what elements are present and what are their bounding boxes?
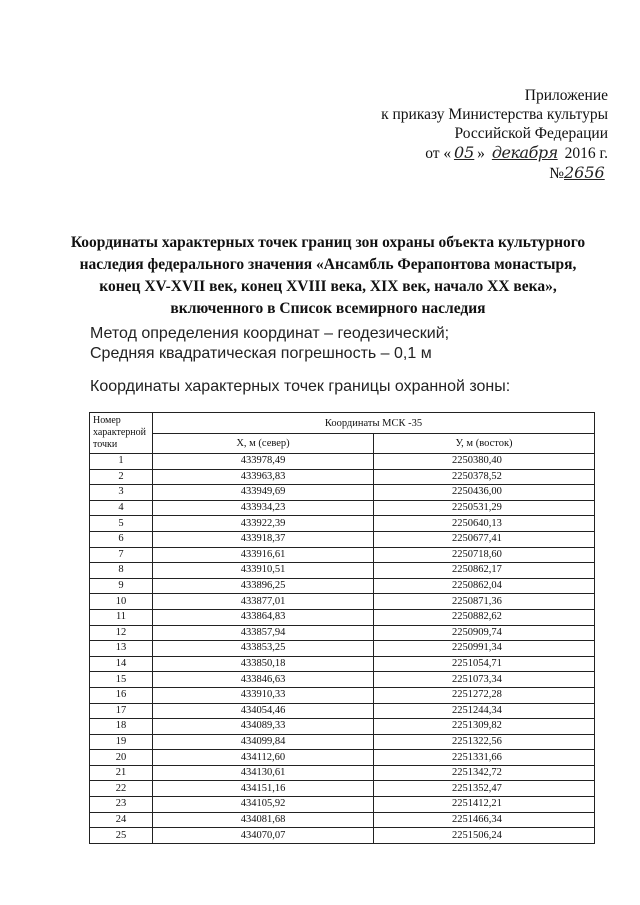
x-coordinate-cell: 433864,83: [153, 609, 374, 625]
table-row: [90, 828, 595, 844]
table-row: [90, 812, 595, 828]
y-coordinate-cell: 2250436,00: [374, 485, 595, 501]
document-title: Координаты характерных точек границ зон охраны объекта культурного наследия федерального значения «Ансамбль Ферапонтова монастыря, конец XV-XVII век, конец XVIII века, XIX век, начало XX века», включенного в Список всемирного наследия: [70, 234, 586, 317]
point-number-cell: 18: [90, 719, 153, 735]
number-handwritten: 2656: [564, 163, 605, 182]
point-number-cell: 10: [90, 594, 153, 610]
x-coordinate-cell: 434105,92: [153, 797, 374, 813]
y-coordinate-cell: 2251506,24: [374, 828, 595, 844]
table-row: [90, 703, 595, 719]
date-month-handwritten: декабря: [491, 143, 558, 162]
y-coordinate-cell: 2251054,71: [374, 656, 595, 672]
point-number-cell: 15: [90, 672, 153, 688]
x-coordinate-cell: 433978,49: [153, 454, 374, 470]
x-coordinate-cell: 434099,84: [153, 734, 374, 750]
y-coordinate-cell: 2250862,17: [374, 563, 595, 579]
table-row: [90, 687, 595, 703]
x-coordinate-cell: 434151,16: [153, 781, 374, 797]
appendix-label: Приложение: [524, 87, 608, 104]
table-row: [90, 578, 595, 594]
point-number-cell: 23: [90, 797, 153, 813]
y-coordinate-cell: 2250718,60: [374, 547, 595, 563]
point-number-cell: 2: [90, 469, 153, 485]
table-row: [90, 531, 595, 547]
y-coordinate-cell: 2251466,34: [374, 812, 595, 828]
x-coordinate-cell: 434054,46: [153, 703, 374, 719]
table-row: [90, 516, 595, 532]
y-coordinate-cell: 2250871,36: [374, 594, 595, 610]
y-coordinate-cell: 2251412,21: [374, 797, 595, 813]
ministry-name: Российской Федерации: [454, 125, 608, 142]
appendix-header: [308, 86, 608, 183]
date-prefix: от «: [425, 145, 452, 162]
table-row: [90, 672, 595, 688]
x-coordinate-cell: 434130,61: [153, 765, 374, 781]
header-x: X, м (север): [153, 434, 374, 454]
y-coordinate-cell: 2250882,62: [374, 609, 595, 625]
point-number-cell: 9: [90, 578, 153, 594]
y-coordinate-cell: 2250378,52: [374, 469, 595, 485]
error-line: Средняя квадратическая погрешность – 0,1 м: [90, 345, 432, 362]
y-coordinate-cell: 2250862,04: [374, 578, 595, 594]
y-coordinate-cell: 2250677,41: [374, 531, 595, 547]
table-row: [90, 750, 595, 766]
x-coordinate-cell: 433934,23: [153, 500, 374, 516]
x-coordinate-cell: 433857,94: [153, 625, 374, 641]
y-coordinate-cell: 2250640,13: [374, 516, 595, 532]
method-line: Метод определения координат – геодезический;: [90, 325, 450, 342]
point-number-cell: 22: [90, 781, 153, 797]
date-day-handwritten: 05: [453, 143, 475, 162]
point-number-cell: 3: [90, 485, 153, 501]
point-number-cell: 20: [90, 750, 153, 766]
point-number-cell: 25: [90, 828, 153, 844]
coordinates-table: [89, 412, 595, 844]
x-coordinate-cell: 433910,51: [153, 563, 374, 579]
table-row: [90, 563, 595, 579]
point-number-cell: 8: [90, 563, 153, 579]
y-coordinate-cell: 2250991,34: [374, 641, 595, 657]
point-number-cell: 21: [90, 765, 153, 781]
table-row: [90, 469, 595, 485]
y-coordinate-cell: 2251331,66: [374, 750, 595, 766]
point-number-cell: 6: [90, 531, 153, 547]
header-coordinates-group: Координаты МСК -35: [153, 413, 595, 434]
x-coordinate-cell: 433963,83: [153, 469, 374, 485]
point-number-cell: 4: [90, 500, 153, 516]
table-row: [90, 454, 595, 470]
y-coordinate-cell: 2251352,47: [374, 781, 595, 797]
point-number-cell: 17: [90, 703, 153, 719]
point-number-cell: 5: [90, 516, 153, 532]
date-mid: »: [477, 145, 485, 162]
table-row: [90, 765, 595, 781]
y-coordinate-cell: 2251244,34: [374, 703, 595, 719]
x-coordinate-cell: 433918,37: [153, 531, 374, 547]
x-coordinate-cell: 434070,07: [153, 828, 374, 844]
y-coordinate-cell: 2250531,29: [374, 500, 595, 516]
point-number-cell: 11: [90, 609, 153, 625]
table-row: [90, 797, 595, 813]
point-number-cell: 19: [90, 734, 153, 750]
y-coordinate-cell: 2250380,40: [374, 454, 595, 470]
table-row: [90, 641, 595, 657]
table-row: [90, 625, 595, 641]
y-coordinate-cell: 2251322,56: [374, 734, 595, 750]
table-body: [90, 454, 595, 844]
x-coordinate-cell: 434089,33: [153, 719, 374, 735]
point-number-cell: 14: [90, 656, 153, 672]
header-y: У, м (восток): [374, 434, 595, 454]
x-coordinate-cell: 433877,01: [153, 594, 374, 610]
table-row: [90, 594, 595, 610]
table-row: [90, 547, 595, 563]
y-coordinate-cell: 2251309,82: [374, 719, 595, 735]
number-prefix: №: [549, 165, 564, 182]
table-row: [90, 719, 595, 735]
method-block: [90, 324, 449, 364]
y-coordinate-cell: 2251342,72: [374, 765, 595, 781]
table-row: [90, 485, 595, 501]
x-coordinate-cell: 433846,63: [153, 672, 374, 688]
order-date: [308, 143, 608, 163]
table-title: Координаты характерных точек границы охранной зоны:: [90, 378, 511, 395]
y-coordinate-cell: 2251073,34: [374, 672, 595, 688]
x-coordinate-cell: 434112,60: [153, 750, 374, 766]
x-coordinate-cell: 433910,33: [153, 687, 374, 703]
table-row: [90, 656, 595, 672]
table-row: [90, 734, 595, 750]
x-coordinate-cell: 434081,68: [153, 812, 374, 828]
x-coordinate-cell: 433853,25: [153, 641, 374, 657]
y-coordinate-cell: 2250909,74: [374, 625, 595, 641]
point-number-cell: 16: [90, 687, 153, 703]
point-number-cell: 7: [90, 547, 153, 563]
x-coordinate-cell: 433922,39: [153, 516, 374, 532]
point-number-cell: 24: [90, 812, 153, 828]
point-number-cell: 13: [90, 641, 153, 657]
table-row: [90, 781, 595, 797]
table-row: [90, 500, 595, 516]
x-coordinate-cell: 433896,25: [153, 578, 374, 594]
order-number: [308, 163, 608, 183]
header-point-number: Номер характерной точки: [90, 413, 153, 454]
table-row: [90, 609, 595, 625]
point-number-cell: 1: [90, 454, 153, 470]
x-coordinate-cell: 433916,61: [153, 547, 374, 563]
date-year: 2016 г.: [564, 145, 608, 162]
x-coordinate-cell: 433850,18: [153, 656, 374, 672]
order-reference: к приказу Министерства культуры: [381, 106, 608, 123]
y-coordinate-cell: 2251272,28: [374, 687, 595, 703]
x-coordinate-cell: 433949,69: [153, 485, 374, 501]
point-number-cell: 12: [90, 625, 153, 641]
